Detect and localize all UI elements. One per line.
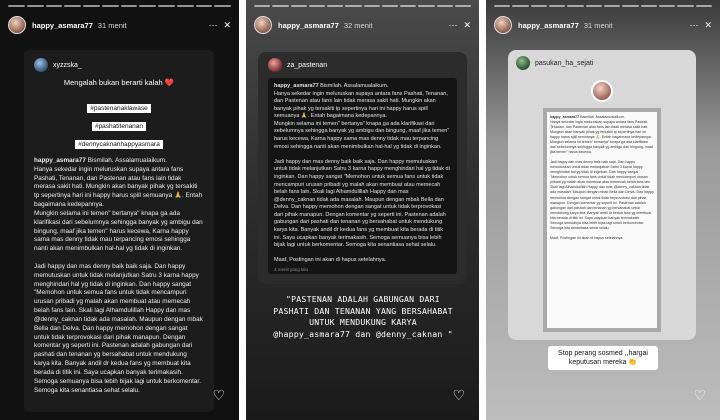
close-icon[interactable]: ✕ — [704, 19, 712, 30]
avatar[interactable] — [254, 16, 272, 34]
story-time: 32 menit — [343, 20, 373, 30]
card-caption: Mengalah bukan berarti kalah ❤️ — [63, 78, 175, 87]
story-username[interactable]: happy_asmara77 — [278, 20, 339, 30]
hashtag-2[interactable]: #pashatitenanan — [92, 122, 146, 131]
post-user: happy_asmara77 — [274, 83, 319, 89]
close-icon[interactable]: ✕ — [223, 19, 231, 30]
screenshot-post — [268, 78, 457, 274]
card-username: pasukan_ha_sejati — [535, 59, 594, 67]
more-icon[interactable]: ⋯ — [448, 19, 458, 30]
card-avatar — [268, 58, 282, 72]
story-username[interactable]: happy_asmara77 — [518, 20, 579, 30]
post-time: 4 menit yang lalu — [274, 266, 309, 272]
post-text — [274, 83, 451, 265]
card-username: za_pastenan — [287, 61, 328, 69]
close-icon[interactable]: ✕ — [463, 19, 471, 30]
card-header — [34, 58, 204, 72]
card-username: xyzzska_ — [53, 61, 82, 69]
shared-post-card — [24, 50, 214, 412]
card-header — [268, 58, 457, 72]
avatar[interactable] — [8, 16, 26, 34]
more-icon[interactable]: ⋯ — [208, 19, 218, 30]
heart-icon[interactable]: ♡ — [693, 387, 706, 403]
hashtag-1[interactable]: #pastenanaklawase — [87, 104, 150, 113]
hashtag-3[interactable]: #dennycaknanhappyasmara — [75, 140, 163, 149]
story-progress-bar — [8, 5, 231, 7]
shared-post-card — [508, 50, 696, 340]
story-progress-bar — [494, 5, 712, 7]
more-icon[interactable]: ⋯ — [689, 19, 699, 30]
post-body: Bismilah. Assalamualaikum. Hanya sekedar ingin meluruskan supaya antara fans Pashati, Tenanan, dan Pastenan atau fans lain tidak merasa sakit hati. Mungkin akan banyak pihak yg tersakiti tp sepertinya hari ini happy harus spill semuanya 🙏. Entah bagaimana kedepannya. Mungkin selama ini temen" bertanya" knapa ga ada klarifikasi dari sebelumnya sehingga banyak yg ambigu dan bingung, maaf jika temen" harus kecewa, Karna happy sama mas denny tidak mau terpancing emosi sehingga nanti akan menimbulkan hal-hal yg tidak di inginkan. Jadi happy dan mas denny baik baik saja. Dan happy memutuskan untuk tidak melanjutkan Satru 3 karna happy menghindari hal yg tidak di inginkan. Dan happy sangat "Memohon untuk semua fans untuk tidak mencampuri urusan pribadi yg malah akan membuat atau memecah belah fans lain. Skali lagi Alhamdulillah Happy dan mas @denny_caknan tidak ada masalah. Maupun dengan mbak Bella dan Delva. Dan happy memohon dengan sangat untuk tidak terprovokasi dari pihak manapun. Dengan komentar yg seperti ini. Pastenan adalah gabungan dari pashati dan tenanan yg bersahabat untuk mendukung karya kita. Banyak andil dr kedua fans yg membuat kita berada di titik ini. Saya ucapkan banyak terimakasih. Semoga semuanya bisa lebih bijak lagi untuk berkomentar. Semoga kita senantiasa sehat selalu. Maaf, Postingan ini akan di hapus setelahnya. — [274, 83, 450, 264]
nested-repost — [543, 108, 661, 332]
story-username[interactable]: happy_asmara77 — [32, 20, 93, 30]
card-avatar — [516, 56, 530, 70]
profile-picture — [591, 80, 613, 102]
story-progress-bar — [254, 5, 471, 7]
story-time: 31 menit — [97, 20, 127, 30]
post-user: happy_asmara77 — [34, 157, 86, 164]
post-text — [34, 157, 204, 395]
story-panel-1 — [0, 0, 239, 420]
nested-post-text — [550, 115, 654, 241]
post-body: Bismilah. Assalamualaikum. Hanya sekedar ingin meluruskan supaya antara fans Pashati, Tenanan, dan Pastenan atau fans lain tidak merasa sakit hati. Mungkin akan banyak pihak yg tersakiti tp sepertinya hari ini happy harus spill semuanya 🙏. Entah bagaimana kedepannya. Mungkin selama ini temen" bertanya" knapa ga ada klarifikasi dari sebelumnya sehingga banyak yg ambigu dan bingung, maaf jika temen" harus kecewa, Karna happy sama mas denny tidak mau terpancing emosi sehingga nanti akan menimbulkan hal-hal yg tidak di inginkan. Jadi happy dan mas denny baik baik saja. Dan happy memutuskan untuk tidak melanjutkan Satru 3 karna happy menghindari hal yg tidak di inginkan. Dan happy sangat "Memohon untuk semua fans untuk tidak mencampuri urusan pribadi yg malah akan membuat atau memecah belah fans lain. Skali lagi Alhamdulillah Happy dan mas @denny_caknan tidak ada masalah. Maupun dengan mbak Bella dan Delva. Dan happy memohon dengan sangat untuk tidak terprovokasi dari pihak manapun. Dengan komentar yg seperti ini. Pastenan adalah gabungan dari pashati dan tenanan yg bersahabat untuk mendukung karya kita. Banyak andil dr kedua fans yg membuat kita berada di titik ini. Saya ucapkan banyak terimakasih. Semoga semuanya bisa lebih bijak lagi untuk berkomentar. Semoga kita senantiasa sehat selalu. — [34, 157, 203, 394]
story-header — [8, 14, 231, 36]
nested-post — [547, 112, 657, 328]
hashtag-list — [34, 97, 204, 151]
story-header — [254, 14, 471, 36]
story-header — [494, 14, 712, 36]
quote-text: "PASTENAN ADALAH GABUNGAN DARI PASHATI DAN TENANAN YANG BERSAHABAT UNTUK MENDUKUNG KARYA @happy_asmara77 dan @denny_caknan " — [273, 294, 453, 339]
story-time: 31 menit — [583, 20, 613, 30]
heart-icon[interactable]: ♡ — [452, 387, 465, 403]
shared-post-card — [258, 52, 467, 284]
avatar[interactable] — [494, 16, 512, 34]
story-panel-2 — [246, 0, 479, 420]
card-avatar — [34, 58, 48, 72]
nested-post-user: happy_asmara77 — [550, 115, 580, 119]
sticker-text: Stop perang sosmed ,,hargai keputusan mereka 👏 — [548, 346, 658, 370]
heart-icon[interactable]: ♡ — [212, 387, 225, 403]
story-panel-3 — [486, 0, 720, 420]
card-header — [516, 56, 688, 70]
nested-post-body: Bismilah. Assalamualaikum. Hanya sekedar ingin meluruskan supaya antara fans Pashati, Tenanan, dan Pastenan atau fans lain tidak merasa sakit hati. Mungkin akan banyak pihak yg tersakiti tp sepertinya hari ini happy harus spill semuanya 🙏. Entah bagaimana kedepannya. Mungkin selama ini temen" bertanya" knapa ga ada klarifikasi dari sebelumnya sehingga banyak yg ambigu dan bingung, maaf jika temen" harus kecewa. Jadi happy dan mas denny baik baik saja. Dan happy memutuskan untuk tidak melanjutkan Satru 3 karna happy menghindari hal yg tidak di inginkan. Dan happy sangat "Memohon untuk semua fans untuk tidak mencampuri urusan pribadi yg malah akan membuat atau memecah belah fans lain. Skali lagi Alhamdulillah Happy dan mas @denny_caknan tidak ada masalah. Maupun dengan mbak Bella dan Delva. Dan happy memohon dengan sangat untuk tidak terprovokasi dari pihak manapun. Dengan komentar yg seperti ini. Pastenan adalah gabungan dari pashati dan tenanan yg bersahabat untuk mendukung karya kita. Banyak andil dr kedua fans yg membuat kita berada di titik ini. Saya ucapkan banyak terimakasih. Semoga semuanya bisa lebih bijak lagi untuk berkomentar. Semoga kita senantiasa sehat selalu. Maaf, Postingan ini akan di hapus setelahnya. — [550, 115, 654, 240]
